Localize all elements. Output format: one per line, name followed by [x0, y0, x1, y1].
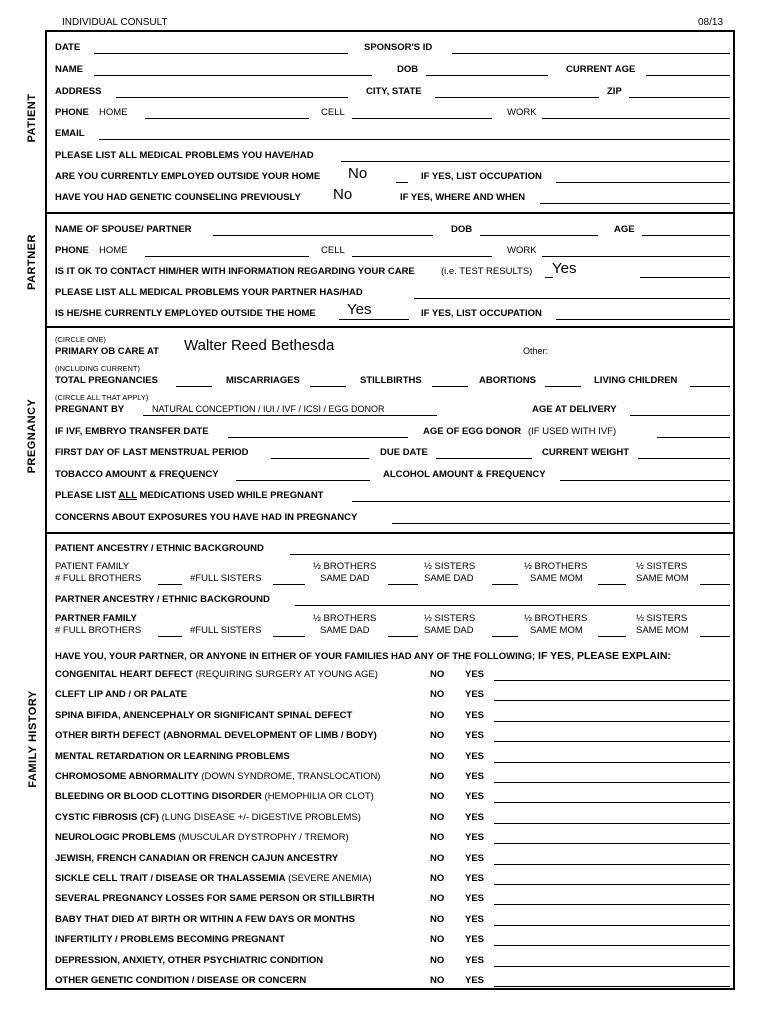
current-age-field[interactable] [646, 75, 730, 76]
condition-yes-option[interactable]: YES [465, 853, 485, 864]
patient-full-sisters-label: #FULL SISTERS [190, 573, 262, 584]
partner-home-label: HOME [99, 245, 128, 256]
condition-detail: (LUNG DISEASE +/- DIGESTIVE PROBLEMS) [158, 812, 361, 823]
sponsor-id-field[interactable] [452, 53, 730, 54]
condition-no-option[interactable]: NO [430, 669, 445, 680]
stillbirths-field[interactable] [432, 386, 468, 387]
partner-half-sisters-dad-label-1: ½ SISTERS [424, 613, 476, 624]
condition-no-option[interactable]: NO [430, 771, 445, 782]
patient-family-label: PATIENT FAMILY [55, 561, 130, 572]
condition-name: OTHER GENETIC CONDITION / DISEASE OR CONCERN [55, 975, 307, 986]
condition-yes-option[interactable]: YES [465, 812, 485, 823]
condition-explain-field[interactable] [494, 700, 730, 701]
condition-detail: (REQUIRING SURGERY AT YOUNG AGE) [192, 669, 378, 680]
condition-no-option[interactable]: NO [430, 893, 445, 904]
patient-half-sisters-dad-label-2: SAME DAD [424, 573, 474, 584]
partner-ancestry-label: PARTNER ANCESTRY / ETHNIC BACKGROUND [55, 594, 270, 605]
name-field[interactable] [94, 75, 372, 76]
condition-explain-field[interactable] [494, 884, 730, 885]
condition-yes-option[interactable]: YES [465, 914, 485, 925]
condition-explain-field[interactable] [494, 823, 730, 824]
patient-half-brothers-dad-label-2: SAME DAD [320, 573, 370, 584]
total-pregnancies-label: TOTAL PREGNANCIES [55, 375, 158, 386]
age-at-delivery-field[interactable] [630, 415, 730, 416]
condition-explain-field[interactable] [494, 904, 730, 905]
patient-full-brothers-label: # FULL BROTHERS [55, 573, 142, 584]
partner-work-label: WORK [507, 245, 537, 256]
patient-full-brothers-field[interactable] [158, 584, 182, 585]
exposures-field[interactable] [392, 523, 730, 524]
condition-label [55, 669, 378, 680]
other-label: Other: [523, 346, 549, 356]
condition-name: DEPRESSION, ANXIETY, OTHER PSYCHIATRIC CONDITION [55, 955, 324, 966]
condition-explain-field[interactable] [494, 986, 730, 987]
partner-name-label: NAME OF SPOUSE/ PARTNER [55, 224, 192, 235]
exposures-label: CONCERNS ABOUT EXPOSURES YOU HAVE HAD IN PREGNANCY [55, 512, 358, 523]
condition-no-option[interactable]: NO [430, 934, 445, 945]
lmp-label: FIRST DAY OF LAST MENSTRUAL PERIOD [55, 447, 249, 458]
employed-label: ARE YOU CURRENTLY EMPLOYED OUTSIDE YOUR HOME [55, 171, 321, 182]
condition-yes-option[interactable]: YES [465, 689, 485, 700]
condition-explain-field[interactable] [494, 721, 730, 722]
patient-half-sisters-dad-field[interactable] [492, 584, 518, 585]
home-label: HOME [99, 107, 128, 118]
condition-no-option[interactable]: NO [430, 873, 445, 884]
primary-ob-label: PRIMARY OB CARE AT [55, 346, 159, 357]
condition-explain-field[interactable] [494, 843, 730, 844]
genetic-counseling-answer[interactable]: No [333, 186, 353, 203]
condition-no-option[interactable]: NO [430, 730, 445, 741]
occupation-field[interactable] [556, 182, 730, 183]
partner-employed-answer[interactable]: Yes [347, 301, 372, 318]
city-state-label: CITY, STATE [366, 86, 422, 97]
condition-explain-field[interactable] [494, 864, 730, 865]
dob-field[interactable] [426, 75, 548, 76]
condition-name: CLEFT LIP AND / OR PALATE [55, 689, 188, 700]
condition-explain-field[interactable] [494, 680, 730, 681]
partner-occupation-field[interactable] [556, 319, 730, 320]
current-age-label: CURRENT AGE [566, 64, 636, 75]
partner-half-brothers-dad-label-2: SAME DAD [320, 625, 370, 636]
alcohol-field[interactable] [560, 480, 730, 481]
partner-full-sisters-label: #FULL SISTERS [190, 625, 262, 636]
partner-age-field[interactable] [642, 235, 730, 236]
miscarriages-field[interactable] [310, 386, 346, 387]
egg-donor-note: (IF USED WITH IVF) [528, 426, 617, 437]
condition-no-option[interactable]: NO [430, 710, 445, 721]
medical-problems-label: PLEASE LIST ALL MEDICAL PROBLEMS YOU HAVE/HAD [55, 150, 314, 161]
partner-full-brothers-field[interactable] [158, 636, 182, 637]
condition-yes-option[interactable]: YES [465, 873, 485, 884]
condition-yes-option[interactable]: YES [465, 751, 485, 762]
condition-label [55, 689, 187, 700]
condition-no-option[interactable]: NO [430, 955, 445, 966]
due-date-label: DUE DATE [380, 447, 428, 458]
section-label-partner: PARTNER [26, 234, 38, 290]
partner-cell-label: CELL [321, 245, 345, 256]
stillbirths-label: STILLBIRTHS [360, 375, 422, 386]
condition-no-option[interactable]: NO [430, 751, 445, 762]
condition-label [55, 914, 355, 925]
sponsor-id-label: SPONSOR'S ID [364, 42, 433, 53]
condition-yes-option[interactable]: YES [465, 955, 485, 966]
condition-label [55, 771, 380, 782]
partner-dob-field[interactable] [480, 235, 598, 236]
medications-field[interactable] [352, 501, 730, 502]
condition-name: INFERTILITY / PROBLEMS BECOMING PREGNANT [55, 934, 285, 945]
partner-full-brothers-label: # FULL BROTHERS [55, 625, 142, 636]
zip-field[interactable] [629, 97, 730, 98]
condition-explain-field[interactable] [494, 966, 730, 967]
where-when-field[interactable] [540, 203, 730, 204]
patient-half-sisters-dad-label-1: ½ SISTERS [424, 561, 476, 572]
contact-field-lead [545, 277, 553, 278]
family-question: HAVE YOU, YOUR PARTNER, OR ANYONE IN EITHER OF YOUR FAMILIES HAD ANY OF THE FOLLOWING; IF YES, PLEASE EXPLAIN: [55, 650, 671, 662]
home-phone-field[interactable] [145, 118, 309, 119]
name-label: NAME [55, 64, 83, 75]
condition-yes-option[interactable]: YES [465, 771, 485, 782]
partner-cell-phone-field[interactable] [352, 256, 492, 257]
condition-explain-field[interactable] [494, 782, 730, 783]
condition-name: SEVERAL PREGNANCY LOSSES FOR SAME PERSON OR STILLBIRTH [55, 893, 375, 904]
partner-phone-label: PHONE [55, 245, 89, 256]
medications-label: PLEASE LIST ALL MEDICATIONS USED WHILE PREGNANT [55, 490, 324, 501]
form-version: 08/13 [698, 17, 724, 28]
section-label-patient: PATIENT [26, 93, 38, 143]
condition-yes-option[interactable]: YES [465, 975, 485, 986]
cell-phone-field[interactable] [352, 118, 492, 119]
condition-yes-option[interactable]: YES [465, 893, 485, 904]
current-weight-label: CURRENT WEIGHT [542, 447, 630, 458]
condition-label [55, 751, 290, 762]
living-children-label: LIVING CHILDREN [594, 375, 678, 386]
partner-half-brothers-mom-label-1: ½ BROTHERS [524, 613, 588, 624]
condition-name: JEWISH, FRENCH CANADIAN OR FRENCH CAJUN ANCESTRY [55, 853, 339, 864]
abortions-field[interactable] [545, 386, 581, 387]
date-label: DATE [55, 42, 81, 53]
condition-yes-option[interactable]: YES [465, 669, 485, 680]
partner-half-sisters-dad-label-2: SAME DAD [424, 625, 474, 636]
condition-name: BABY THAT DIED AT BIRTH OR WITHIN A FEW DAYS OR MONTHS [55, 914, 355, 925]
condition-label [55, 975, 306, 986]
patient-half-sisters-mom-field[interactable] [700, 584, 730, 585]
partner-half-brothers-dad-field[interactable] [388, 636, 418, 637]
condition-label [55, 832, 349, 843]
condition-label [55, 812, 361, 823]
contact-label: IS IT OK TO CONTACT HIM/HER WITH INFORMATION REGARDING YOUR CARE [55, 266, 415, 277]
condition-name: OTHER BIRTH DEFECT (ABNORMAL DEVELOPMENT OF LIMB / BODY) [55, 730, 377, 741]
contact-note: (i.e. TEST RESULTS) [441, 266, 533, 277]
egg-donor-age-label: AGE OF EGG DONOR [423, 426, 522, 437]
partner-medical-problems-label: PLEASE LIST ALL MEDICAL PROBLEMS YOUR PARTNER HAS/HAD [55, 287, 363, 298]
patient-half-brothers-mom-label-1: ½ BROTHERS [524, 561, 588, 572]
city-state-field[interactable] [435, 97, 599, 98]
contact-field[interactable] [640, 277, 730, 278]
where-when-label: IF YES, WHERE AND WHEN [400, 192, 526, 203]
condition-explain-field[interactable] [494, 741, 730, 742]
genetic-counseling-label: HAVE YOU HAD GENETIC COUNSELING PREVIOUSLY [55, 192, 301, 203]
partner-employed-field[interactable] [339, 319, 409, 320]
partner-half-sisters-mom-field[interactable] [700, 636, 730, 637]
condition-label [55, 791, 374, 802]
patient-half-brothers-mom-field[interactable] [598, 584, 626, 585]
condition-name: NEUROLOGIC PROBLEMS [55, 832, 176, 843]
condition-explain-field[interactable] [494, 802, 730, 803]
condition-name: CYSTIC FIBROSIS (CF) [55, 812, 159, 823]
total-pregnancies-field[interactable] [176, 386, 212, 387]
circle-one-note: (CIRCLE ONE) [55, 335, 106, 344]
condition-name: MENTAL RETARDATION OR LEARNING PROBLEMS [55, 751, 290, 762]
condition-label [55, 873, 372, 884]
condition-yes-option[interactable]: YES [465, 710, 485, 721]
section-label-family-history: FAMILY HISTORY [27, 690, 39, 788]
condition-label [55, 710, 352, 721]
tobacco-label: TOBACCO AMOUNT & FREQUENCY [55, 469, 219, 480]
patient-half-brothers-dad-field[interactable] [388, 584, 418, 585]
condition-no-option[interactable]: NO [430, 975, 445, 986]
ivf-date-label: IF IVF, EMBRYO TRANSFER DATE [55, 426, 209, 437]
patient-half-brothers-dad-label-1: ½ BROTHERS [313, 561, 377, 572]
living-children-field[interactable] [690, 386, 730, 387]
partner-work-phone-field[interactable] [542, 256, 730, 257]
partner-full-sisters-field[interactable] [273, 636, 305, 637]
condition-no-option[interactable]: NO [430, 914, 445, 925]
date-field[interactable] [94, 53, 348, 54]
partner-medical-problems-field[interactable] [414, 298, 730, 299]
partner-half-sisters-mom-label-2: SAME MOM [636, 625, 689, 636]
patient-full-sisters-field[interactable] [273, 584, 305, 585]
employed-answer[interactable]: No [348, 165, 368, 182]
zip-label: ZIP [607, 86, 622, 97]
tobacco-field[interactable] [236, 480, 370, 481]
condition-name: CONGENITAL HEART DEFECT [55, 669, 193, 680]
condition-label [55, 853, 338, 864]
ivf-date-field[interactable] [228, 437, 408, 438]
cell-label: CELL [321, 107, 345, 118]
condition-label [55, 730, 377, 741]
condition-no-option[interactable]: NO [430, 791, 445, 802]
due-date-field[interactable] [436, 458, 532, 459]
partner-age-label: AGE [614, 224, 635, 235]
partner-dob-label: DOB [451, 224, 473, 235]
patient-section [45, 30, 735, 214]
condition-detail: (HEMOPHILIA OR CLOT) [261, 791, 374, 802]
partner-ancestry-field[interactable] [295, 605, 730, 606]
condition-no-option[interactable]: NO [430, 689, 445, 700]
condition-detail: (SEVERE ANEMIA) [285, 873, 372, 884]
employed-field[interactable] [396, 182, 408, 183]
condition-label [55, 955, 323, 966]
partner-occupation-label: IF YES, LIST OCCUPATION [421, 308, 542, 319]
condition-yes-option[interactable]: YES [465, 832, 485, 843]
condition-yes-option[interactable]: YES [465, 791, 485, 802]
condition-explain-field[interactable] [494, 762, 730, 763]
condition-name: BLEEDING OR BLOOD CLOTTING DISORDER [55, 791, 262, 802]
patient-half-brothers-mom-label-2: SAME MOM [530, 573, 583, 584]
condition-name: SPINA BIFIDA, ANENCEPHALY OR SIGNIFICANT SPINAL DEFECT [55, 710, 353, 721]
patient-ancestry-field[interactable] [290, 554, 730, 555]
medical-problems-field[interactable] [341, 161, 730, 162]
work-phone-field[interactable] [542, 118, 730, 119]
partner-home-phone-field[interactable] [145, 256, 309, 257]
partner-family-label: PARTNER FAMILY [55, 613, 137, 624]
patient-half-sisters-mom-label-2: SAME MOM [636, 573, 689, 584]
alcohol-label: ALCOHOL AMOUNT & FREQUENCY [383, 469, 546, 480]
patient-ancestry-label: PATIENT ANCESTRY / ETHNIC BACKGROUND [55, 543, 264, 554]
egg-donor-age-field[interactable] [657, 437, 730, 438]
condition-label [55, 934, 285, 945]
condition-label [55, 893, 375, 904]
condition-yes-option[interactable]: YES [465, 934, 485, 945]
pregnant-by-options[interactable]: NATURAL CONCEPTION / IUI / IVF / ICSI / EGG DONOR [152, 404, 385, 414]
primary-ob-answer[interactable]: Walter Reed Bethesda [184, 337, 335, 354]
partner-half-sisters-mom-label-1: ½ SISTERS [636, 613, 688, 624]
condition-no-option[interactable]: NO [430, 832, 445, 843]
condition-name: CHROMOSOME ABNORMALITY [55, 771, 199, 782]
address-label: ADDRESS [55, 86, 102, 97]
email-label: EMAIL [55, 128, 85, 139]
partner-name-field[interactable] [213, 235, 433, 236]
miscarriages-label: MISCARRIAGES [226, 375, 300, 386]
patient-half-sisters-mom-label-1: ½ SISTERS [636, 561, 688, 572]
current-weight-field[interactable] [638, 458, 730, 459]
condition-name: SICKLE CELL TRAIT / DISEASE OR THALASSEMIA [55, 873, 286, 884]
partner-half-brothers-dad-label-1: ½ BROTHERS [313, 613, 377, 624]
pregnant-by-underline [143, 415, 437, 416]
partner-employed-label: IS HE/SHE CURRENTLY EMPLOYED OUTSIDE THE HOME [55, 308, 316, 319]
age-at-delivery-label: AGE AT DELIVERY [532, 404, 617, 415]
phone-label: PHONE [55, 107, 89, 118]
including-current-note: (INCLUDING CURRENT) [55, 364, 140, 373]
occupation-label: IF YES, LIST OCCUPATION [421, 171, 542, 182]
pregnant-by-label: PREGNANT BY [55, 404, 125, 415]
contact-answer[interactable]: Yes [552, 260, 577, 277]
condition-no-option[interactable]: NO [430, 812, 445, 823]
condition-explain-field[interactable] [494, 925, 730, 926]
condition-detail: (MUSCULAR DYSTROPHY / TREMOR) [175, 832, 349, 843]
partner-half-brothers-mom-label-2: SAME MOM [530, 625, 583, 636]
work-label: WORK [507, 107, 537, 118]
partner-half-sisters-dad-field[interactable] [492, 636, 518, 637]
condition-detail: (DOWN SYNDROME, TRANSLOCATION) [198, 771, 381, 782]
lmp-field[interactable] [271, 458, 369, 459]
abortions-label: ABORTIONS [479, 375, 536, 386]
email-field[interactable] [99, 139, 730, 140]
address-field[interactable] [116, 97, 348, 98]
form-title: INDIVIDUAL CONSULT [62, 17, 168, 28]
dob-label: DOB [397, 64, 419, 75]
condition-yes-option[interactable]: YES [465, 730, 485, 741]
condition-explain-field[interactable] [494, 945, 730, 946]
circle-all-note: (CIRCLE ALL THAT APPLY) [55, 393, 149, 402]
condition-no-option[interactable]: NO [430, 853, 445, 864]
section-label-pregnancy: PREGNANCY [26, 398, 38, 474]
partner-half-brothers-mom-field[interactable] [598, 636, 626, 637]
